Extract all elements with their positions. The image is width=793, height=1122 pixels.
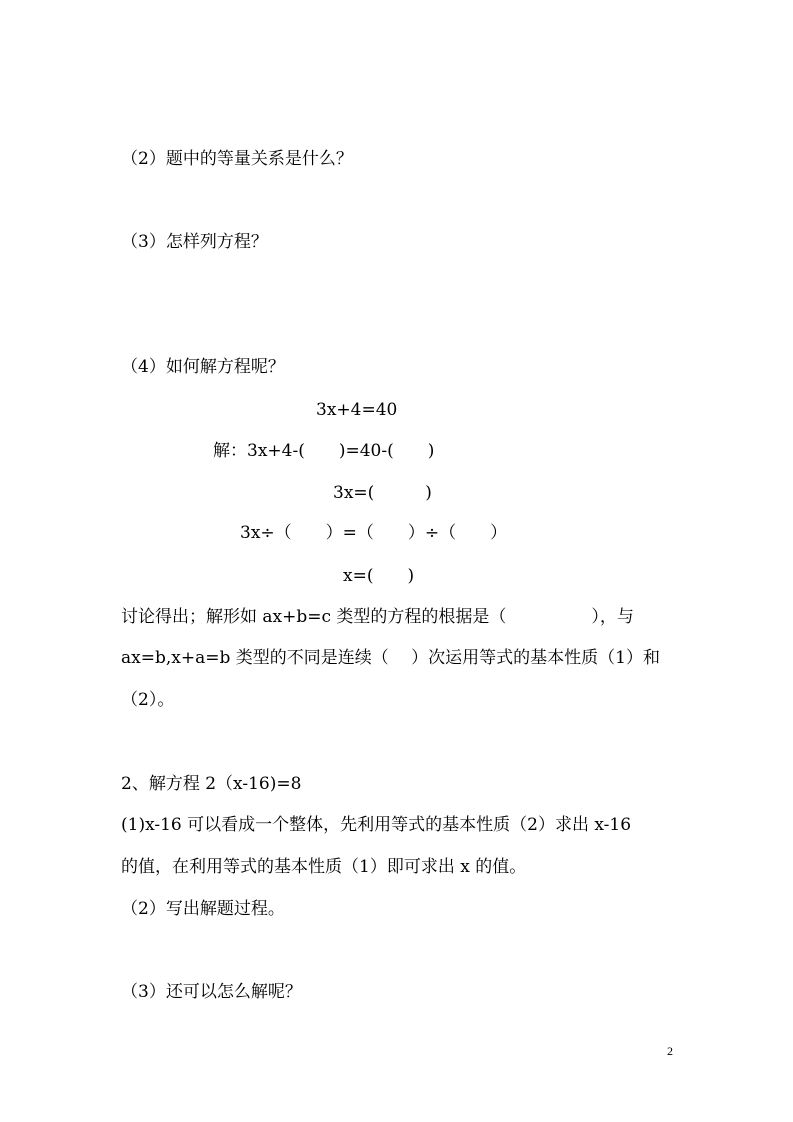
question-2-relation: （2）题中的等量关系是什么？: [121, 149, 353, 169]
section-2-step-2: （2）写出解题过程。: [121, 899, 285, 919]
discussion-line-2: ax=b,x+a=b 类型的不同是连续（ ）次运用等式的基本性质（1）和: [121, 648, 660, 668]
equation-step-4: x=( ): [343, 566, 415, 586]
section-2-title: 2、解方程 2（x-16)=8: [121, 774, 302, 794]
page-number: 2: [667, 1044, 673, 1058]
discussion-line-3: （2）。: [121, 690, 175, 710]
section-2-step-1-line-b: 的值，在利用等式的基本性质（1）即可求出 x 的值。: [121, 857, 527, 877]
discussion-line-1: 讨论得出；解形如 ax+b=c 类型的方程的根据是（ ），与: [121, 607, 634, 627]
question-4-solve: （4）如何解方程呢？: [121, 357, 285, 377]
equation-step-2: 3x=( ): [333, 483, 432, 503]
equation-main: 3x+4=40: [316, 400, 398, 420]
section-2-step-1-line-a: (1)x-16 可以看成一个整体，先利用等式的基本性质（2）求出 x-16: [121, 815, 632, 835]
equation-step-1: 解：3x+4-( )=40-( ): [213, 441, 435, 461]
section-2-step-3: （3）还可以怎么解呢？: [121, 982, 302, 1002]
question-3-equation: （3）怎样列方程？: [121, 232, 268, 252]
equation-step-3: 3x÷（ ）=（ ）÷（ ）: [240, 523, 508, 543]
